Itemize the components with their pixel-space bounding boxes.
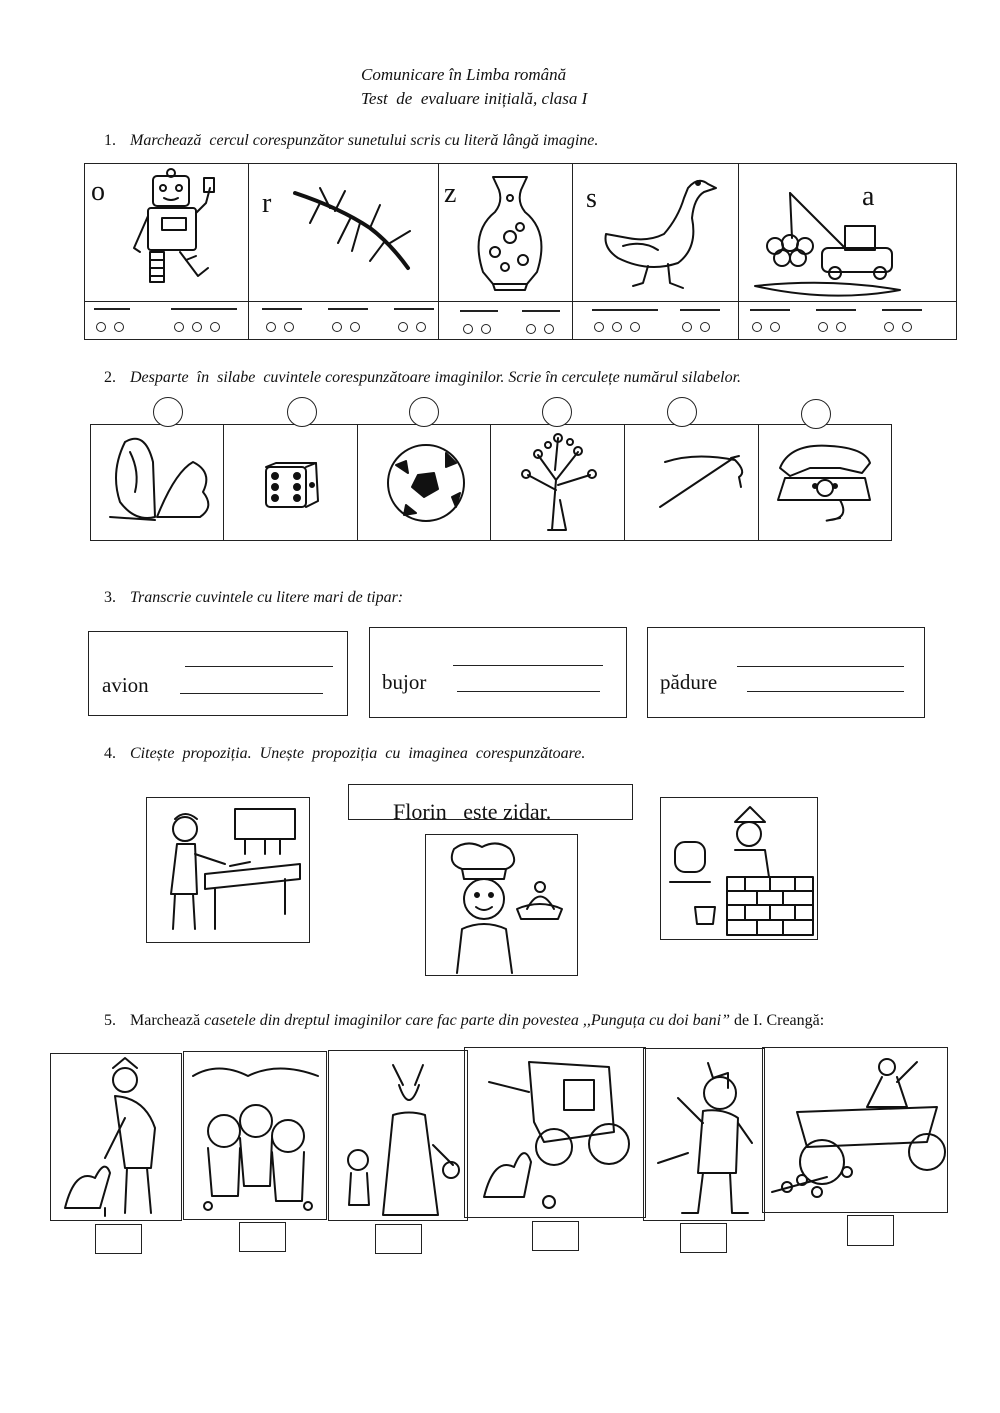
sound-circle[interactable]	[544, 324, 554, 334]
telephone-picture	[770, 438, 880, 523]
sound-circle[interactable]	[836, 322, 846, 332]
dice-picture	[262, 461, 322, 511]
sound-circle[interactable]	[770, 322, 780, 332]
sound-circle[interactable]	[192, 322, 202, 332]
three-pigs-picture	[188, 1056, 324, 1216]
cell-divider	[758, 424, 759, 541]
writing-line[interactable]	[453, 665, 603, 666]
syllable-line	[522, 310, 560, 312]
letter-o: o	[91, 176, 105, 207]
builder-picture	[665, 802, 815, 937]
writing-line[interactable]	[180, 693, 323, 694]
sentence-text: Florin este zidar.	[393, 799, 552, 820]
sound-circle[interactable]	[284, 322, 294, 332]
sound-circle[interactable]	[594, 322, 604, 332]
goat-kids-picture	[333, 1055, 465, 1219]
cell-divider	[738, 163, 739, 340]
sound-circle[interactable]	[266, 322, 276, 332]
sound-circle[interactable]	[350, 322, 360, 332]
cat-boots-picture	[648, 1053, 762, 1218]
sound-circle[interactable]	[682, 322, 692, 332]
vase-picture	[465, 172, 555, 292]
subject-title: Comunicare în Limba română	[361, 65, 567, 84]
needle-picture	[655, 452, 750, 512]
exercise2-instruction: 2. Desparte în silabe cuvintele corespunzătoare imaginilor. Scrie în cerculețe numărul silabelor.	[104, 369, 742, 386]
syllable-count-circle[interactable]	[409, 397, 439, 427]
syllable-line	[171, 308, 237, 310]
checkbox-picture-1[interactable]	[95, 1224, 142, 1254]
cell-divider	[572, 163, 573, 340]
cook-picture-frame[interactable]	[425, 834, 578, 976]
crane-picture	[750, 178, 910, 298]
robot-picture	[120, 168, 230, 293]
sound-circle[interactable]	[902, 322, 912, 332]
syllable-count-circle[interactable]	[542, 397, 572, 427]
word-bujor: bujor	[382, 670, 427, 694]
cart-with-coins-picture	[767, 1052, 945, 1210]
butterfly-picture	[105, 432, 215, 532]
syllable-count-circle[interactable]	[801, 399, 831, 429]
sound-circle[interactable]	[463, 324, 473, 334]
syllable-line	[816, 309, 856, 311]
sound-circle[interactable]	[332, 322, 342, 332]
cell-divider	[438, 163, 439, 340]
syllable-line	[394, 308, 434, 310]
syllable-count-circle[interactable]	[667, 397, 697, 427]
sound-circle[interactable]	[481, 324, 491, 334]
sound-circle[interactable]	[114, 322, 124, 332]
letter-s: s	[586, 183, 597, 214]
sound-circle[interactable]	[612, 322, 622, 332]
story-picture-frame[interactable]	[328, 1050, 468, 1221]
sound-circle[interactable]	[210, 322, 220, 332]
checkbox-picture-2[interactable]	[239, 1222, 286, 1252]
tree-picture	[508, 430, 608, 535]
sound-circle[interactable]	[526, 324, 536, 334]
syllable-line	[94, 308, 130, 310]
checkbox-picture-3[interactable]	[375, 1224, 422, 1254]
word-padure: pădure	[660, 670, 718, 694]
carriage-rooster-picture	[469, 1052, 643, 1216]
story-picture-frame[interactable]	[464, 1047, 646, 1218]
story-picture-frame[interactable]	[762, 1047, 948, 1213]
cell-divider	[248, 163, 249, 340]
letter-z: z	[444, 178, 457, 209]
cell-divider	[357, 424, 358, 541]
exercise1-instruction: 1. Marchează cercul corespunzător sunetului scris cu literă lângă imagine.	[104, 132, 599, 149]
sound-circle[interactable]	[174, 322, 184, 332]
exercise4-instruction: 4. Citește propoziția. Unește propoziția cu imaginea corespunzătoare.	[104, 745, 586, 762]
syllable-line	[680, 309, 720, 311]
sound-circle[interactable]	[884, 322, 894, 332]
cell-divider	[624, 424, 625, 541]
cook-picture	[432, 839, 572, 973]
syllable-line	[328, 308, 368, 310]
letter-a: a	[862, 181, 875, 212]
syllable-line	[592, 309, 658, 311]
writing-line[interactable]	[747, 691, 904, 692]
sound-circle[interactable]	[752, 322, 762, 332]
syllable-line	[460, 310, 498, 312]
builder-picture-frame[interactable]	[660, 797, 818, 940]
writing-line[interactable]	[185, 666, 333, 667]
old-man-rooster-picture	[55, 1058, 179, 1218]
syllable-line	[262, 308, 302, 310]
letter-r: r	[262, 188, 272, 219]
cell-divider	[223, 424, 224, 541]
word-avion: avion	[102, 673, 149, 697]
table-divider	[84, 301, 957, 302]
syllable-line	[750, 309, 790, 311]
syllable-count-circle[interactable]	[153, 397, 183, 427]
syllable-line	[882, 309, 922, 311]
sound-circle[interactable]	[700, 322, 710, 332]
test-title: Test de evaluare inițială, clasa I	[361, 89, 588, 108]
story-picture-frame[interactable]	[183, 1051, 327, 1220]
goose-picture	[598, 168, 718, 293]
sound-circle[interactable]	[416, 322, 426, 332]
story-picture-frame[interactable]	[50, 1053, 182, 1221]
ball-picture	[386, 443, 466, 523]
carpenter-picture-frame[interactable]	[146, 797, 310, 943]
sound-circle[interactable]	[96, 322, 106, 332]
checkbox-picture-4[interactable]	[532, 1221, 579, 1251]
carpenter-picture	[155, 804, 303, 938]
cell-divider	[490, 424, 491, 541]
sound-circle[interactable]	[630, 322, 640, 332]
exercise3-instruction: 3. Transcrie cuvintele cu litere mari de tipar:	[104, 589, 404, 606]
checkbox-picture-5[interactable]	[680, 1223, 727, 1253]
syllable-count-circle[interactable]	[287, 397, 317, 427]
sound-circle[interactable]	[398, 322, 408, 332]
checkbox-picture-6[interactable]	[847, 1215, 894, 1246]
sound-circle[interactable]	[818, 322, 828, 332]
exercise5-instruction: 5. Marchează casetele din dreptul imaginilor care fac parte din povestea ,,Punguța cu doi bani” de I. Creangă:	[104, 1012, 825, 1029]
sentence-box	[348, 784, 633, 820]
writing-line[interactable]	[457, 691, 600, 692]
story-picture-frame[interactable]	[643, 1048, 765, 1221]
branch-picture	[290, 183, 420, 278]
writing-line[interactable]	[737, 666, 904, 667]
